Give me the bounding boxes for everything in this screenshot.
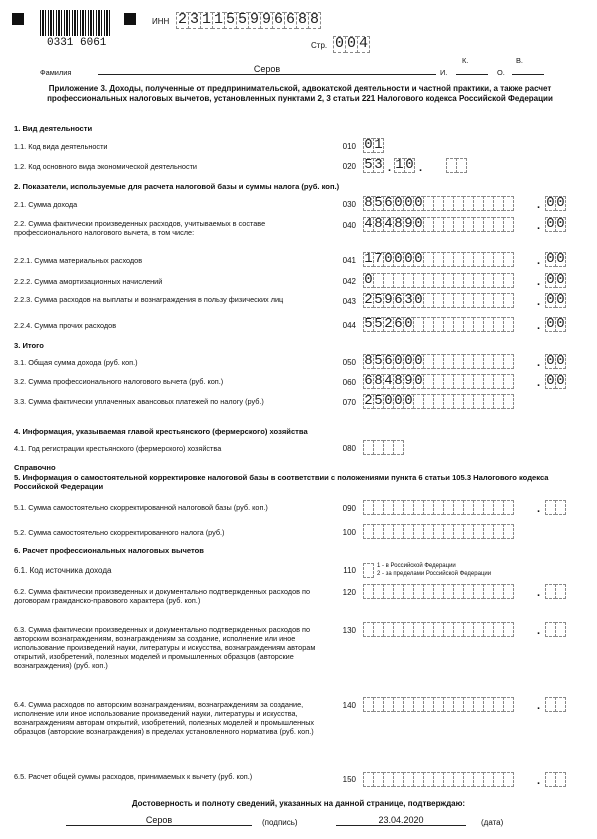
digit-cell: 0 [414, 216, 423, 232]
digit-cell: 0 [546, 292, 555, 308]
code-120: 120 [342, 588, 356, 597]
dot-050: . [537, 357, 541, 369]
digit-cell: 0 [556, 195, 565, 211]
digit-cell: 0 [556, 316, 565, 332]
digit-cell: 6 [273, 11, 283, 28]
digit-cell [503, 500, 514, 515]
page-title: Приложение 3. Доходы, полученные от предпринимательской, адвокатской деятельности и частной практики, а также расчет профессиональных налоговых вычетов, установленных пунктами 2, 3 статьи 221 Налогового кодекса Российской Федерации [47, 84, 553, 103]
digit-cell: 8 [364, 195, 373, 211]
code-090: 090 [342, 504, 356, 513]
dot-020-b: . [419, 162, 423, 174]
digit-cell [456, 158, 467, 173]
digit-cell: 9 [384, 292, 393, 308]
digit-cell [555, 772, 566, 787]
code-070: 070 [342, 398, 356, 407]
cells-150-kop[interactable] [545, 772, 565, 787]
digit-cell: 6 [364, 373, 373, 389]
digit-cell: 5 [374, 393, 383, 409]
cells-010[interactable] [363, 138, 383, 153]
cells-043[interactable] [363, 293, 513, 308]
digit-cell: 0 [556, 292, 565, 308]
digit-cell [503, 273, 514, 288]
cells-100[interactable] [363, 524, 513, 539]
initial-i-line [456, 64, 488, 75]
dot-042: . [537, 276, 541, 288]
cells-140[interactable] [363, 697, 513, 712]
section-1-heading: 1. Вид деятельности [14, 124, 93, 133]
digit-cell [503, 252, 514, 267]
code-060: 060 [342, 378, 356, 387]
label-040: 2.2. Сумма фактически произведенных расходов, учитываемых в составе профессионального налогового вычета, в том числе: [14, 219, 266, 237]
digit-cell: 1 [201, 11, 211, 28]
dot-044: . [537, 320, 541, 332]
section-5-heading: 5. Информация о самостоятельной корректировке налоговой базы в соответствии с положениями пункта 6 статьи 105.3 Налогового кодекса Российской Федерации [14, 473, 549, 491]
digit-cell: 0 [394, 393, 403, 409]
digit-cell: 2 [177, 11, 187, 28]
section-4-heading: 4. Информация, указываемая главой крестьянского (фермерского) хозяйства [14, 427, 308, 436]
signer-name: Серов [66, 815, 252, 826]
digit-cell: 0 [394, 353, 403, 369]
code-042: 042 [342, 277, 356, 286]
digit-cell: 3 [189, 11, 199, 28]
digit-cell [503, 293, 514, 308]
barcode-number: 0331 6061 [47, 37, 107, 49]
dot-060: . [537, 377, 541, 389]
code-043: 043 [342, 297, 356, 306]
cells-044[interactable] [363, 317, 513, 332]
digit-cell [393, 440, 404, 455]
corner-mark-left [12, 13, 24, 25]
code-050: 050 [342, 358, 356, 367]
digit-cell: 0 [346, 35, 356, 52]
digit-cell: 6 [394, 316, 403, 332]
dot-020-a: . [388, 162, 392, 174]
digit-cell: 2 [384, 316, 393, 332]
code-130: 130 [342, 626, 356, 635]
digit-cell: 2 [364, 292, 373, 308]
code-020: 020 [342, 162, 356, 171]
label-100: 5.2. Сумма самостоятельно скорректированного налога (руб.) [14, 528, 225, 537]
digit-cell: 1 [395, 157, 404, 173]
digit-cell [503, 584, 514, 599]
digit-cell: 0 [414, 373, 423, 389]
k-label: К. [462, 56, 469, 65]
page-cells [333, 36, 369, 53]
label-130: 6.3. Сумма фактически произведенных и документально подтвержденных расходов по авторским вознаграждениям, вознаграждениям за создание, исполнение или иное использование произведений науки, литературы и искусства, вознаграждениям авторам открытий, изобретений, полезных моделей и промышленных образцов (авторские вознаграждения) (руб. коп.) [14, 625, 316, 670]
dot-140: . [537, 700, 541, 712]
cells-040-kop[interactable] [545, 217, 565, 232]
digit-cell: 7 [374, 251, 383, 267]
digit-cell: 6 [285, 11, 295, 28]
digit-cell: 5 [364, 316, 373, 332]
digit-cell: 0 [404, 195, 413, 211]
digit-cell: 0 [404, 251, 413, 267]
cells-110[interactable] [363, 563, 373, 578]
code-040: 040 [342, 221, 356, 230]
cells-020-a[interactable] [363, 158, 383, 173]
digit-cell: 1 [364, 251, 373, 267]
code-041: 041 [342, 256, 356, 265]
cells-150[interactable] [363, 772, 513, 787]
digit-cell [503, 697, 514, 712]
cells-090[interactable] [363, 500, 513, 515]
initial-o-line [512, 64, 544, 75]
digit-cell: 0 [556, 216, 565, 232]
code-140: 140 [342, 701, 356, 710]
cells-020-b[interactable] [394, 158, 414, 173]
digit-cell: 0 [404, 393, 413, 409]
digit-cell: 0 [384, 393, 393, 409]
digit-cell: 8 [309, 11, 319, 28]
digit-cell [555, 584, 566, 599]
barcode [40, 10, 110, 36]
digit-cell [503, 196, 514, 211]
dot-030: . [537, 199, 541, 211]
cells-120[interactable] [363, 584, 513, 599]
inn-cells [176, 12, 320, 29]
label-043: 2.2.3. Сумма расходов на выплаты и вознаграждения в пользу физических лиц [14, 295, 284, 304]
cells-060-kop[interactable] [545, 374, 565, 389]
digit-cell [503, 374, 514, 389]
label-150: 6.5. Расчет общей суммы расходов, принимаемых к вычету (руб. коп.) [14, 772, 253, 781]
code-150: 150 [342, 775, 356, 784]
digit-cell: 0 [414, 195, 423, 211]
digit-cell [555, 697, 566, 712]
digit-cell: 3 [374, 157, 383, 173]
digit-cell: 0 [546, 373, 555, 389]
digit-cell: 0 [414, 251, 423, 267]
digit-cell: 8 [374, 216, 383, 232]
cells-043-kop[interactable] [545, 293, 565, 308]
label-010: 1.1. Код вида деятельности [14, 142, 108, 151]
confirmation-text: Достоверность и полноту сведений, указанных на данной странице, подтверждаю: [131, 799, 466, 808]
code-030: 030 [342, 200, 356, 209]
code-110: 110 [343, 566, 356, 575]
digit-cell: 0 [384, 251, 393, 267]
cells-070[interactable] [363, 394, 513, 409]
dot-040: . [537, 220, 541, 232]
corner-mark-right [124, 13, 136, 25]
digit-cell: 3 [404, 292, 413, 308]
signature-label: (подпись) [262, 818, 298, 827]
section-6-heading: 6. Расчет профессиональных налоговых вычетов [14, 546, 204, 555]
cells-130-kop[interactable] [545, 622, 565, 637]
dot-150: . [537, 775, 541, 787]
digit-cell: 4 [384, 216, 393, 232]
digit-cell: 0 [414, 292, 423, 308]
digit-cell: 0 [546, 251, 555, 267]
digit-cell: 5 [374, 292, 383, 308]
digit-cell [555, 622, 566, 637]
cells-040[interactable] [363, 217, 513, 232]
cells-050[interactable] [363, 354, 513, 369]
label-070: 3.3. Сумма фактически уплаченных авансовых платежей по налогу (руб.) [14, 397, 264, 406]
label-060: 3.2. Сумма профессионального налогового вычета (руб. коп.) [14, 377, 224, 386]
label-030: 2.1. Сумма дохода [14, 200, 78, 209]
digit-cell: 0 [546, 353, 555, 369]
date-value: 23.04.2020 [336, 815, 466, 826]
digit-cell: 8 [364, 353, 373, 369]
digit-cell: 4 [364, 216, 373, 232]
label-041: 2.2.1. Сумма материальных расходов [14, 256, 143, 265]
surname-line: Серов [98, 64, 436, 75]
digit-cell: 9 [404, 373, 413, 389]
dot-090: . [537, 503, 541, 515]
option-2-text: 2 - за пределами Российской Федерации [377, 571, 492, 577]
section-2-heading: 2. Показатели, используемые для расчета налоговой базы и суммы налога (руб. коп.) [14, 182, 340, 191]
label-050: 3.1. Общая сумма дохода (руб. коп.) [14, 358, 138, 367]
reference-heading: Справочно [14, 463, 56, 472]
digit-cell: 9 [404, 216, 413, 232]
digit-cell: 1 [213, 11, 223, 28]
cells-050-kop[interactable] [545, 354, 565, 369]
v-label: В. [516, 56, 523, 65]
digit-cell: 0 [414, 353, 423, 369]
cells-080[interactable] [363, 440, 403, 455]
digit-cell: 4 [384, 373, 393, 389]
digit-cell: 0 [394, 195, 403, 211]
cells-041-kop[interactable] [545, 252, 565, 267]
digit-cell: 0 [546, 272, 555, 288]
cells-044-kop[interactable] [545, 317, 565, 332]
label-042: 2.2.2. Сумма амортизационных начислений [14, 277, 163, 286]
digit-cell [363, 563, 374, 578]
digit-cell: 5 [237, 11, 247, 28]
digit-cell: 5 [374, 353, 383, 369]
code-100: 100 [342, 528, 356, 537]
dot-043: . [537, 296, 541, 308]
digit-cell [503, 622, 514, 637]
label-140: 6.4. Сумма расходов по авторским вознаграждениям, вознаграждениям за создание, исполнение или иное использование произведений науки, литературы и искусства, вознаграждениям авторам открытий, изобретений, полезных моделей и промышленных образцов (авторские вознаграждения) в пределах установленного норматива (руб. коп.) [14, 700, 315, 736]
digit-cell: 0 [556, 373, 565, 389]
digit-cell: 0 [546, 216, 555, 232]
digit-cell [503, 354, 514, 369]
digit-cell: 0 [556, 251, 565, 267]
option-1-text: 1 - в Российской Федерации [377, 563, 456, 569]
digit-cell [503, 524, 514, 539]
cells-042[interactable] [363, 273, 513, 288]
code-080: 080 [342, 444, 356, 453]
digit-cell: 4 [358, 35, 368, 52]
digit-cell: 0 [546, 316, 555, 332]
digit-cell: 5 [374, 316, 383, 332]
dot-130: . [537, 625, 541, 637]
digit-cell [503, 317, 514, 332]
code-010: 010 [342, 142, 356, 151]
code-044: 044 [342, 321, 356, 330]
digit-cell: 0 [404, 353, 413, 369]
initial-i-label: И. [440, 68, 448, 77]
cells-041[interactable] [363, 252, 513, 267]
cells-120-kop[interactable] [545, 584, 565, 599]
digit-cell: 0 [546, 195, 555, 211]
digit-cell [555, 500, 566, 515]
label-020: 1.2. Код основного вида экономической деятельности [14, 162, 198, 171]
digit-cell: 5 [225, 11, 235, 28]
date-label: (дата) [481, 818, 504, 827]
digit-cell: 8 [297, 11, 307, 28]
digit-cell [503, 217, 514, 232]
digit-cell [503, 772, 514, 787]
digit-cell: 0 [334, 35, 344, 52]
digit-cell: 5 [364, 157, 373, 173]
initial-o-label: О. [497, 68, 505, 77]
cells-020-c[interactable] [446, 158, 466, 173]
label-044: 2.2.4. Сумма прочих расходов [14, 321, 117, 330]
surname-label: Фамилия [40, 68, 72, 77]
digit-cell: 0 [405, 157, 414, 173]
page-label: Стр. [311, 41, 328, 50]
cells-140-kop[interactable] [545, 697, 565, 712]
cells-042-kop[interactable] [545, 273, 565, 288]
digit-cell: 6 [394, 292, 403, 308]
digit-cell: 6 [384, 195, 393, 211]
label-110: 6.1. Код источника дохода [14, 566, 112, 575]
cells-090-kop[interactable] [545, 500, 565, 515]
label-090: 5.1. Сумма самостоятельно скорректированной налоговой базы (руб. коп.) [14, 503, 268, 512]
section-3-heading: 3. Итого [14, 341, 44, 350]
cells-030[interactable] [363, 196, 513, 211]
digit-cell: 8 [394, 373, 403, 389]
digit-cell: 0 [394, 251, 403, 267]
dot-041: . [537, 255, 541, 267]
digit-cell: 8 [394, 216, 403, 232]
digit-cell: 0 [404, 316, 413, 332]
digit-cell: 0 [364, 272, 373, 288]
digit-cell: 2 [364, 393, 373, 409]
digit-cell [503, 394, 514, 409]
digit-cell: 0 [556, 272, 565, 288]
label-120: 6.2. Сумма фактически произведенных и документально подтвержденных расходов по договорам гражданско-правового характера (руб. коп.) [14, 587, 311, 605]
digit-cell: 1 [374, 137, 383, 153]
digit-cell: 9 [261, 11, 271, 28]
dot-120: . [537, 587, 541, 599]
digit-cell: 6 [384, 353, 393, 369]
digit-cell: 0 [556, 353, 565, 369]
inn-label: ИНН [152, 17, 170, 26]
digit-cell: 5 [374, 195, 383, 211]
digit-cell: 9 [249, 11, 259, 28]
digit-cell: 0 [364, 137, 373, 153]
cells-060[interactable] [363, 374, 513, 389]
digit-cell: 8 [374, 373, 383, 389]
cells-030-kop[interactable] [545, 196, 565, 211]
label-080: 4.1. Год регистрации крестьянского (фермерского) хозяйства [14, 444, 222, 453]
cells-130[interactable] [363, 622, 513, 637]
